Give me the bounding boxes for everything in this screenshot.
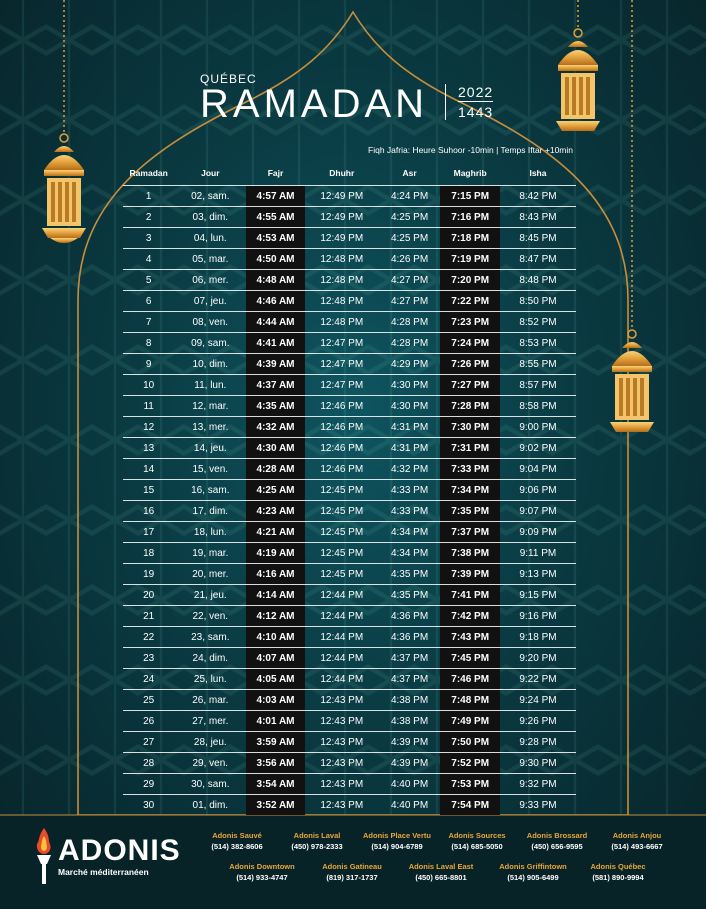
isha-time: 9:13 PM xyxy=(500,564,576,585)
ramadan-day: 28 xyxy=(123,753,174,774)
maghrib-time: 7:49 PM xyxy=(440,711,500,732)
dhuhr-time: 12:49 PM xyxy=(305,207,379,228)
maghrib-time: 7:15 PM xyxy=(440,186,500,207)
maghrib-time: 7:41 PM xyxy=(440,585,500,606)
asr-time: 4:36 PM xyxy=(379,606,441,627)
maghrib-time: 7:42 PM xyxy=(440,606,500,627)
table-row xyxy=(123,564,576,585)
fajr-time: 4:14 AM xyxy=(246,585,305,606)
isha-time: 8:48 PM xyxy=(500,270,576,291)
asr-time: 4:29 PM xyxy=(379,354,441,375)
asr-time: 4:35 PM xyxy=(379,564,441,585)
table-row xyxy=(123,585,576,606)
table-row xyxy=(123,648,576,669)
asr-time: 4:33 PM xyxy=(379,501,441,522)
asr-time: 4:31 PM xyxy=(379,438,441,459)
date: 06, mer. xyxy=(174,270,246,291)
store-phone: (819) 317-1737 xyxy=(326,873,378,882)
asr-time: 4:24 PM xyxy=(379,186,441,207)
date: 10, dim. xyxy=(174,354,246,375)
asr-time: 4:31 PM xyxy=(379,417,441,438)
date: 17, dim. xyxy=(174,501,246,522)
table-row xyxy=(123,417,576,438)
asr-time: 4:32 PM xyxy=(379,459,441,480)
ramadan-day: 29 xyxy=(123,774,174,795)
store-phone: (514) 493-6667 xyxy=(611,842,663,851)
ramadan-day: 2 xyxy=(123,207,174,228)
maghrib-time: 7:20 PM xyxy=(440,270,500,291)
ramadan-day: 24 xyxy=(123,669,174,690)
maghrib-time: 7:22 PM xyxy=(440,291,500,312)
isha-time: 9:02 PM xyxy=(500,438,576,459)
isha-time: 8:58 PM xyxy=(500,396,576,417)
lantern-left-icon xyxy=(42,0,86,243)
isha-time: 9:28 PM xyxy=(500,732,576,753)
table-row xyxy=(123,291,576,312)
maghrib-time: 7:26 PM xyxy=(440,354,500,375)
maghrib-time: 7:52 PM xyxy=(440,753,500,774)
table-row xyxy=(123,249,576,270)
fajr-time: 4:03 AM xyxy=(246,690,305,711)
date: 23, sam. xyxy=(174,627,246,648)
store-name: Adonis Sauvé xyxy=(212,831,262,840)
header xyxy=(200,72,428,124)
ramadan-day: 4 xyxy=(123,249,174,270)
lantern-top-right-icon xyxy=(556,0,600,131)
table-row xyxy=(123,270,576,291)
dhuhr-time: 12:48 PM xyxy=(305,312,379,333)
asr-time: 4:34 PM xyxy=(379,522,441,543)
asr-time: 4:26 PM xyxy=(379,249,441,270)
hijri-year: 1443 xyxy=(458,104,494,120)
table-row xyxy=(123,438,576,459)
dhuhr-time: 12:46 PM xyxy=(305,396,379,417)
fajr-time: 4:12 AM xyxy=(246,606,305,627)
dhuhr-time: 12:47 PM xyxy=(305,333,379,354)
maghrib-time: 7:30 PM xyxy=(440,417,500,438)
dhuhr-time: 12:48 PM xyxy=(305,291,379,312)
date: 19, mar. xyxy=(174,543,246,564)
ramadan-day: 12 xyxy=(123,417,174,438)
table-row xyxy=(123,690,576,711)
asr-time: 4:39 PM xyxy=(379,732,441,753)
isha-time: 9:26 PM xyxy=(500,711,576,732)
col-header-isha: Isha xyxy=(529,168,547,178)
table-row xyxy=(123,228,576,249)
ramadan-day: 20 xyxy=(123,585,174,606)
date: 24, dim. xyxy=(174,648,246,669)
asr-time: 4:27 PM xyxy=(379,291,441,312)
date: 08, ven. xyxy=(174,312,246,333)
col-header-maghrib: Maghrib xyxy=(453,168,487,178)
date: 05, mar. xyxy=(174,249,246,270)
table-row xyxy=(123,375,576,396)
fajr-time: 3:52 AM xyxy=(246,795,305,816)
maghrib-time: 7:48 PM xyxy=(440,690,500,711)
maghrib-time: 7:38 PM xyxy=(440,543,500,564)
fajr-time: 4:35 AM xyxy=(246,396,305,417)
date: 01, dim. xyxy=(174,795,246,816)
fajr-time: 4:19 AM xyxy=(246,543,305,564)
isha-time: 9:09 PM xyxy=(500,522,576,543)
asr-time: 4:27 PM xyxy=(379,270,441,291)
table-row xyxy=(123,333,576,354)
table-row xyxy=(123,459,576,480)
fiqh-note: Fiqh Jafria: Heure Suhoor -10min | Temps Iftar +10min xyxy=(368,145,573,155)
ramadan-day: 9 xyxy=(123,354,174,375)
ramadan-day: 30 xyxy=(123,795,174,816)
store-sources xyxy=(442,830,512,852)
dhuhr-time: 12:47 PM xyxy=(305,375,379,396)
store-phone: (514) 933-4747 xyxy=(236,873,288,882)
fajr-time: 4:32 AM xyxy=(246,417,305,438)
col-header-ramadan: Ramadan xyxy=(129,168,168,178)
date: 16, sam. xyxy=(174,480,246,501)
table-row xyxy=(123,396,576,417)
asr-time: 4:37 PM xyxy=(379,648,441,669)
dhuhr-time: 12:49 PM xyxy=(305,186,379,207)
asr-time: 4:25 PM xyxy=(379,228,441,249)
store-phone: (514) 685-5050 xyxy=(451,842,503,851)
fajr-time: 3:59 AM xyxy=(246,732,305,753)
store-griffintown xyxy=(492,861,574,883)
table-header-row xyxy=(123,161,576,186)
dhuhr-time: 12:45 PM xyxy=(305,564,379,585)
table-row xyxy=(123,186,576,207)
asr-time: 4:30 PM xyxy=(379,396,441,417)
maghrib-time: 7:24 PM xyxy=(440,333,500,354)
dhuhr-time: 12:49 PM xyxy=(305,228,379,249)
isha-time: 8:45 PM xyxy=(500,228,576,249)
maghrib-time: 7:39 PM xyxy=(440,564,500,585)
store-downtown xyxy=(222,861,302,883)
dhuhr-time: 12:44 PM xyxy=(305,585,379,606)
dhuhr-time: 12:46 PM xyxy=(305,417,379,438)
dhuhr-time: 12:46 PM xyxy=(305,438,379,459)
store-brossard xyxy=(520,830,594,852)
maghrib-time: 7:53 PM xyxy=(440,774,500,795)
fajr-time: 4:16 AM xyxy=(246,564,305,585)
isha-time: 9:00 PM xyxy=(500,417,576,438)
asr-time: 4:39 PM xyxy=(379,753,441,774)
dhuhr-time: 12:43 PM xyxy=(305,732,379,753)
maghrib-time: 7:34 PM xyxy=(440,480,500,501)
table-row xyxy=(123,669,576,690)
fajr-time: 3:54 AM xyxy=(246,774,305,795)
dhuhr-time: 12:44 PM xyxy=(305,648,379,669)
date: 09, sam. xyxy=(174,333,246,354)
dhuhr-time: 12:43 PM xyxy=(305,690,379,711)
isha-time: 9:16 PM xyxy=(500,606,576,627)
dhuhr-time: 12:45 PM xyxy=(305,501,379,522)
dhuhr-time: 12:44 PM xyxy=(305,627,379,648)
date: 27, mer. xyxy=(174,711,246,732)
fajr-time: 4:55 AM xyxy=(246,207,305,228)
store-quebec xyxy=(582,861,654,883)
store-phone: (514) 904-6789 xyxy=(371,842,423,851)
table-row xyxy=(123,753,576,774)
ramadan-day: 16 xyxy=(123,501,174,522)
maghrib-time: 7:50 PM xyxy=(440,732,500,753)
fajr-time: 4:10 AM xyxy=(246,627,305,648)
date: 15, ven. xyxy=(174,459,246,480)
prayer-times-table xyxy=(123,161,576,815)
date: 04, lun. xyxy=(174,228,246,249)
ramadan-day: 18 xyxy=(123,543,174,564)
ramadan-day: 17 xyxy=(123,522,174,543)
store-anjou xyxy=(601,830,673,852)
store-phone: (450) 665-8801 xyxy=(415,873,467,882)
isha-time: 8:55 PM xyxy=(500,354,576,375)
date: 30, sam. xyxy=(174,774,246,795)
isha-time: 9:32 PM xyxy=(500,774,576,795)
fajr-time: 4:07 AM xyxy=(246,648,305,669)
asr-time: 4:30 PM xyxy=(379,375,441,396)
maghrib-time: 7:31 PM xyxy=(440,438,500,459)
maghrib-time: 7:45 PM xyxy=(440,648,500,669)
isha-time: 8:50 PM xyxy=(500,291,576,312)
date: 29, ven. xyxy=(174,753,246,774)
ramadan-day: 19 xyxy=(123,564,174,585)
store-laval-east xyxy=(400,861,482,883)
maghrib-time: 7:23 PM xyxy=(440,312,500,333)
fajr-time: 3:56 AM xyxy=(246,753,305,774)
asr-time: 4:36 PM xyxy=(379,627,441,648)
maghrib-time: 7:37 PM xyxy=(440,522,500,543)
fajr-time: 4:48 AM xyxy=(246,270,305,291)
dhuhr-time: 12:48 PM xyxy=(305,249,379,270)
ramadan-day: 1 xyxy=(123,186,174,207)
fajr-time: 4:53 AM xyxy=(246,228,305,249)
store-name: Adonis Downtown xyxy=(229,862,295,871)
gregorian-year: 2022 xyxy=(458,84,494,100)
fajr-time: 4:39 AM xyxy=(246,354,305,375)
ramadan-day: 3 xyxy=(123,228,174,249)
isha-time: 8:42 PM xyxy=(500,186,576,207)
fajr-time: 4:23 AM xyxy=(246,501,305,522)
year-box xyxy=(445,84,493,120)
date: 22, ven. xyxy=(174,606,246,627)
isha-time: 9:11 PM xyxy=(500,543,576,564)
date: 11, lun. xyxy=(174,375,246,396)
isha-time: 8:57 PM xyxy=(500,375,576,396)
asr-time: 4:38 PM xyxy=(379,690,441,711)
ramadan-day: 25 xyxy=(123,690,174,711)
ramadan-day: 15 xyxy=(123,480,174,501)
isha-time: 9:20 PM xyxy=(500,648,576,669)
isha-time: 9:30 PM xyxy=(500,753,576,774)
date: 14, jeu. xyxy=(174,438,246,459)
date: 18, lun. xyxy=(174,522,246,543)
maghrib-time: 7:18 PM xyxy=(440,228,500,249)
table-body xyxy=(123,186,576,816)
maghrib-time: 7:19 PM xyxy=(440,249,500,270)
asr-time: 4:40 PM xyxy=(379,795,441,816)
col-header-fajr: Fajr xyxy=(267,168,284,178)
store-name: Adonis Sources xyxy=(448,831,506,840)
maghrib-time: 7:16 PM xyxy=(440,207,500,228)
table-row xyxy=(123,207,576,228)
table-row xyxy=(123,522,576,543)
dhuhr-time: 12:43 PM xyxy=(305,774,379,795)
maghrib-time: 7:43 PM xyxy=(440,627,500,648)
store-sauve xyxy=(205,830,269,852)
page-title: RAMADAN xyxy=(200,82,429,126)
fajr-time: 4:25 AM xyxy=(246,480,305,501)
store-name: Adonis Gatineau xyxy=(322,862,382,871)
table-row xyxy=(123,774,576,795)
asr-time: 4:35 PM xyxy=(379,585,441,606)
ramadan-day: 22 xyxy=(123,627,174,648)
ramadan-day: 10 xyxy=(123,375,174,396)
maghrib-time: 7:33 PM xyxy=(440,459,500,480)
ramadan-day: 14 xyxy=(123,459,174,480)
date: 26, mar. xyxy=(174,690,246,711)
asr-time: 4:28 PM xyxy=(379,312,441,333)
dhuhr-time: 12:43 PM xyxy=(305,711,379,732)
fajr-time: 4:37 AM xyxy=(246,375,305,396)
torch-logo-icon xyxy=(34,826,54,886)
lantern-right-icon xyxy=(610,0,654,432)
table-row xyxy=(123,627,576,648)
fajr-time: 4:46 AM xyxy=(246,291,305,312)
asr-time: 4:37 PM xyxy=(379,669,441,690)
fajr-time: 4:21 AM xyxy=(246,522,305,543)
isha-time: 8:52 PM xyxy=(500,312,576,333)
asr-time: 4:25 PM xyxy=(379,207,441,228)
dhuhr-time: 12:48 PM xyxy=(305,270,379,291)
store-phone: (450) 656-9595 xyxy=(531,842,583,851)
date: 07, jeu. xyxy=(174,291,246,312)
ramadan-day: 26 xyxy=(123,711,174,732)
table-row xyxy=(123,480,576,501)
isha-time: 8:53 PM xyxy=(500,333,576,354)
asr-time: 4:33 PM xyxy=(379,480,441,501)
brand-tagline: Marché méditerranéen xyxy=(58,867,149,877)
maghrib-time: 7:28 PM xyxy=(440,396,500,417)
store-phone: (450) 978-2333 xyxy=(291,842,343,851)
ramadan-day: 21 xyxy=(123,606,174,627)
date: 21, jeu. xyxy=(174,585,246,606)
ramadan-day: 7 xyxy=(123,312,174,333)
date: 12, mar. xyxy=(174,396,246,417)
isha-time: 9:04 PM xyxy=(500,459,576,480)
asr-time: 4:28 PM xyxy=(379,333,441,354)
fajr-time: 4:05 AM xyxy=(246,669,305,690)
dhuhr-time: 12:44 PM xyxy=(305,606,379,627)
fajr-time: 4:44 AM xyxy=(246,312,305,333)
maghrib-time: 7:27 PM xyxy=(440,375,500,396)
date: 03, dim. xyxy=(174,207,246,228)
isha-time: 9:06 PM xyxy=(500,480,576,501)
col-header-jour: Jour xyxy=(201,168,220,178)
dhuhr-time: 12:47 PM xyxy=(305,354,379,375)
table-row xyxy=(123,795,576,816)
region-label: QUÉBEC xyxy=(200,72,257,86)
asr-time: 4:38 PM xyxy=(379,711,441,732)
date: 25, lun. xyxy=(174,669,246,690)
asr-time: 4:34 PM xyxy=(379,543,441,564)
store-phone: (514) 382-8606 xyxy=(211,842,263,851)
maghrib-time: 7:54 PM xyxy=(440,795,500,816)
dhuhr-time: 12:43 PM xyxy=(305,753,379,774)
ramadan-day: 11 xyxy=(123,396,174,417)
maghrib-time: 7:35 PM xyxy=(440,501,500,522)
isha-time: 8:43 PM xyxy=(500,207,576,228)
table-row xyxy=(123,501,576,522)
table-row xyxy=(123,354,576,375)
dhuhr-time: 12:45 PM xyxy=(305,522,379,543)
dhuhr-time: 12:45 PM xyxy=(305,543,379,564)
isha-time: 8:47 PM xyxy=(500,249,576,270)
ramadan-day: 6 xyxy=(123,291,174,312)
store-phone: (581) 890-9994 xyxy=(592,873,644,882)
isha-time: 9:33 PM xyxy=(500,795,576,816)
store-name: Adonis Griffintown xyxy=(499,862,567,871)
maghrib-time: 7:46 PM xyxy=(440,669,500,690)
ramadan-day: 23 xyxy=(123,648,174,669)
col-header-dhuhr: Dhuhr xyxy=(329,168,355,178)
asr-time: 4:40 PM xyxy=(379,774,441,795)
fajr-time: 4:41 AM xyxy=(246,333,305,354)
date: 13, mer. xyxy=(174,417,246,438)
fajr-time: 4:50 AM xyxy=(246,249,305,270)
ramadan-day: 8 xyxy=(123,333,174,354)
store-name: Adonis Anjou xyxy=(612,831,662,840)
isha-time: 9:07 PM xyxy=(500,501,576,522)
table-row xyxy=(123,711,576,732)
col-header-asr: Asr xyxy=(402,168,417,178)
table-row xyxy=(123,543,576,564)
store-name: Adonis Laval xyxy=(293,831,341,840)
dhuhr-time: 12:45 PM xyxy=(305,480,379,501)
store-gatineau xyxy=(316,861,388,883)
fajr-time: 4:57 AM xyxy=(246,186,305,207)
table-row xyxy=(123,732,576,753)
ramadan-day: 27 xyxy=(123,732,174,753)
isha-time: 9:22 PM xyxy=(500,669,576,690)
ramadan-day: 13 xyxy=(123,438,174,459)
store-place-vertu xyxy=(355,830,439,852)
fajr-time: 4:30 AM xyxy=(246,438,305,459)
date: 02, sam. xyxy=(174,186,246,207)
table-row xyxy=(123,312,576,333)
dhuhr-time: 12:46 PM xyxy=(305,459,379,480)
date: 20, mer. xyxy=(174,564,246,585)
brand-name: ADONIS xyxy=(58,834,181,867)
isha-time: 9:18 PM xyxy=(500,627,576,648)
dhuhr-time: 12:44 PM xyxy=(305,669,379,690)
store-laval xyxy=(283,830,351,852)
store-name: Adonis Brossard xyxy=(526,831,588,840)
date: 28, jeu. xyxy=(174,732,246,753)
table-row xyxy=(123,606,576,627)
isha-time: 9:15 PM xyxy=(500,585,576,606)
isha-time: 9:24 PM xyxy=(500,690,576,711)
dhuhr-time: 12:43 PM xyxy=(305,795,379,816)
store-name: Adonis Québec xyxy=(590,862,646,871)
store-name: Adonis Laval East xyxy=(408,862,474,871)
store-name: Adonis Place Vertu xyxy=(363,831,431,840)
store-phone: (514) 905-6499 xyxy=(507,873,559,882)
fajr-time: 4:01 AM xyxy=(246,711,305,732)
ramadan-day: 5 xyxy=(123,270,174,291)
fajr-time: 4:28 AM xyxy=(246,459,305,480)
